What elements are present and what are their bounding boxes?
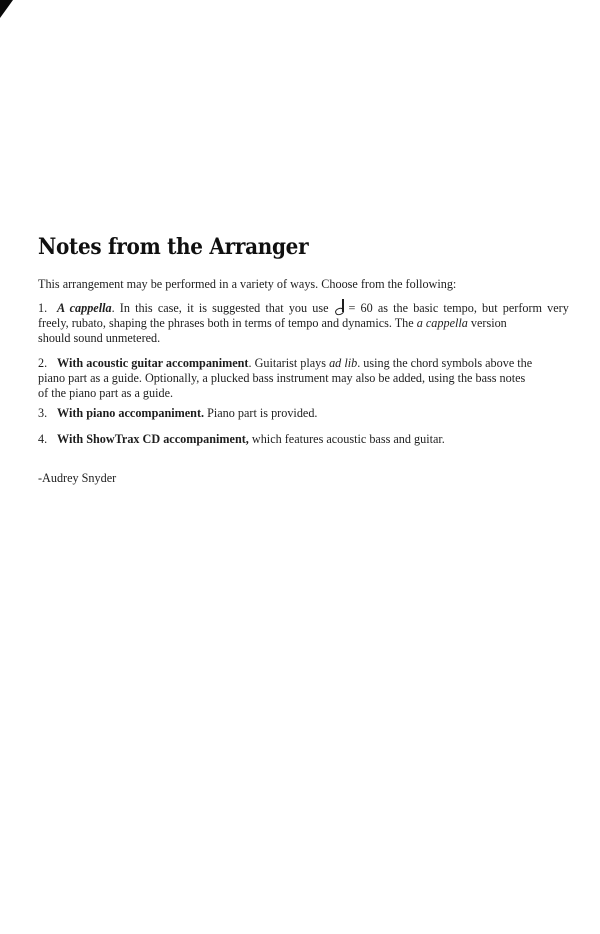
page-title: Notes from the Arranger	[38, 232, 309, 260]
item2-number: 2.	[38, 356, 48, 370]
item1-number: 1.	[38, 301, 48, 315]
half-note-icon	[335, 301, 344, 314]
item3-line1	[38, 406, 572, 421]
item2-line1	[38, 356, 572, 371]
scan-corner-artifact	[0, 0, 13, 18]
item3-number: 3.	[38, 406, 48, 420]
item1-line2-end: version	[467, 315, 507, 330]
item1-line3	[38, 331, 572, 346]
intro-paragraph	[38, 277, 572, 292]
half-note-stem	[342, 299, 343, 312]
item2-after-italic: . using the chord symbols above the	[357, 356, 533, 370]
item1-tempo-text: = 60 as the basic tempo, but perform very	[348, 301, 569, 315]
item3-rest: Piano part is provided.	[204, 406, 318, 420]
item2-line3	[38, 386, 572, 401]
item1-term: A cappella	[57, 301, 112, 315]
item1-line3-text: should sound unmetered.	[38, 330, 161, 345]
item4-line1	[38, 432, 572, 447]
item3-term: With piano accompaniment.	[57, 406, 205, 420]
item4-number: 4.	[38, 432, 48, 446]
item1-after-name: . In this case, it is suggested that you use	[111, 301, 329, 315]
item2-ad-lib: ad lib	[329, 356, 358, 370]
item4-term: With ShowTrax CD accompaniment,	[57, 432, 249, 446]
item1-line1	[38, 301, 572, 316]
list-item-guitar	[38, 356, 572, 400]
item2-after-bold: . Guitarist plays	[248, 356, 330, 370]
item2-line3-text: of the piano part as a guide.	[38, 385, 174, 400]
signature-text: -Audrey Snyder	[38, 471, 117, 485]
item1-line2-italic: a cappella	[416, 315, 468, 330]
list-item-a-cappella	[38, 301, 572, 345]
item2-term: With acoustic guitar accompaniment	[57, 356, 249, 370]
arranger-signature	[38, 471, 572, 486]
intro-text: This arrangement may be performed in a variety of ways. Choose from the following:	[38, 277, 457, 291]
list-item-piano	[38, 406, 572, 421]
list-item-showtrax	[38, 432, 572, 447]
item1-line2	[38, 316, 572, 331]
item1-line2-start: freely, rubato, shaping the phrases both in terms of tempo and dynamics. The	[38, 315, 417, 330]
item2-line2	[38, 371, 572, 386]
item4-rest: which features acoustic bass and guitar.	[248, 432, 445, 446]
item2-line2-text: piano part as a guide. Optionally, a plucked bass instrument may also be added, using the bass notes	[38, 370, 526, 385]
